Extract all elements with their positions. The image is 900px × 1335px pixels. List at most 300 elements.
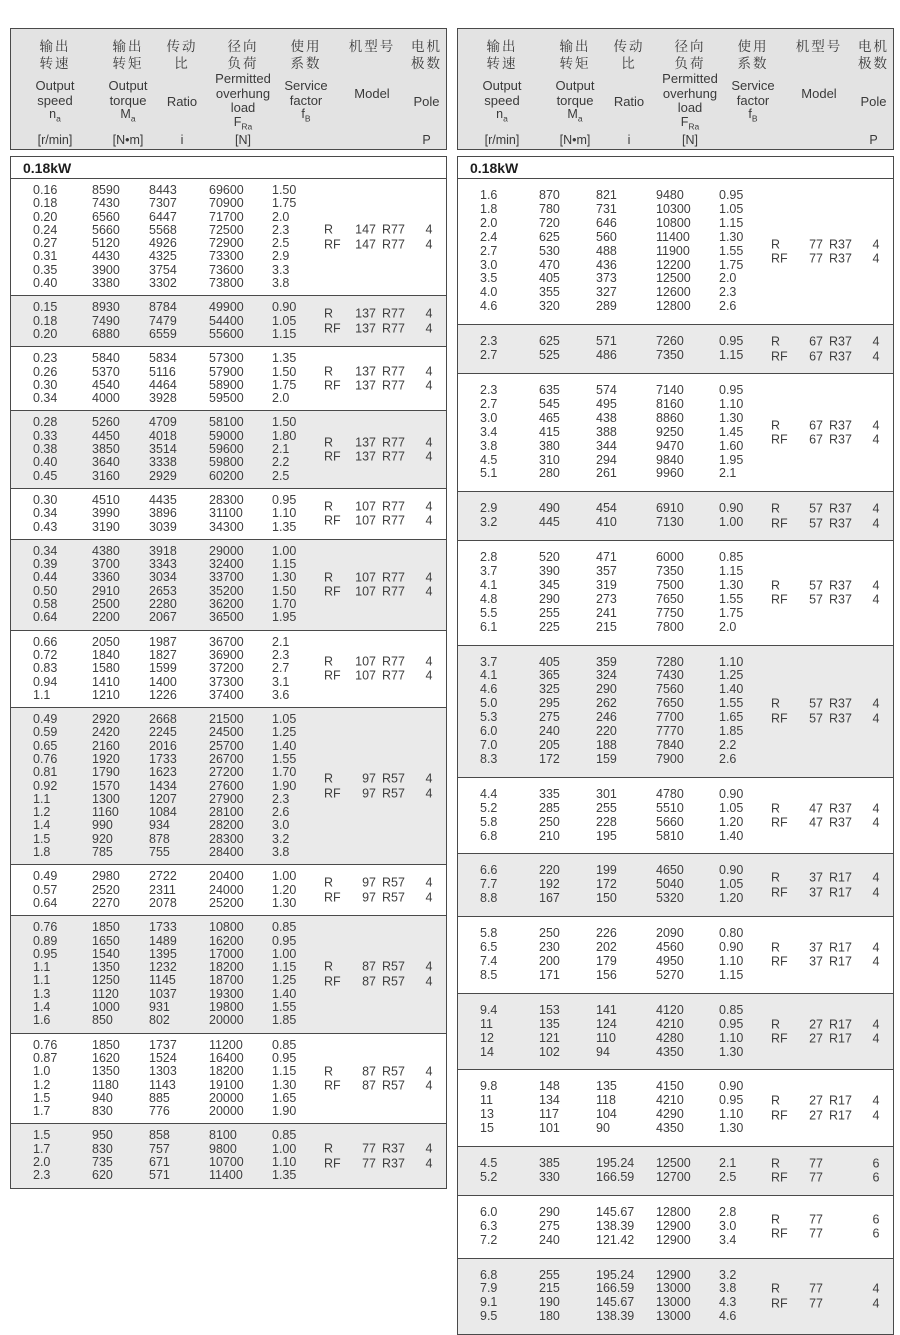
table-row [458, 1310, 893, 1324]
cell-ratio: 195.24 [596, 1267, 635, 1282]
cell-ratio: 646 [596, 215, 617, 230]
cell-output-speed: 0.92 [33, 778, 58, 793]
cell-output-speed: 0.15 [33, 300, 58, 315]
cell-output-torque: 1350 [92, 1064, 120, 1079]
cell-output-speed: 2.0 [480, 215, 498, 230]
cell-output-speed: 3.4 [480, 424, 498, 439]
header-chinese-line: 输出 [486, 39, 518, 54]
pole-value: 4 [872, 885, 880, 900]
header-english-line: torque [109, 92, 147, 108]
model-block [771, 871, 893, 900]
cell-output-torque: 1410 [92, 674, 120, 689]
model-line [324, 960, 446, 975]
table-row [11, 988, 446, 1001]
cell-output-speed: 1.6 [33, 1013, 51, 1028]
model-line [771, 1156, 893, 1171]
header-chinese-line: 输出 [39, 39, 71, 54]
model-block [771, 940, 893, 969]
cell-overhung-load: 7430 [656, 668, 684, 683]
model-line [771, 516, 893, 531]
cell-service-factor: 2.0 [719, 619, 737, 634]
model-block [771, 418, 893, 447]
cell-service-factor: 1.35 [272, 351, 297, 366]
cell-output-speed: 0.18 [33, 196, 58, 211]
spec-group [11, 707, 446, 864]
cell-overhung-load: 7350 [656, 348, 684, 363]
cell-output-speed: 0.76 [33, 751, 58, 766]
cell-ratio: 495 [596, 396, 617, 411]
header-chinese-line: 电机 [858, 39, 889, 54]
cell-output-torque: 1620 [92, 1050, 120, 1065]
cell-output-speed: 0.34 [33, 543, 58, 558]
model-number: 137 [355, 435, 376, 450]
cell-output-speed: 6.6 [480, 863, 498, 878]
cell-service-factor: 2.7 [272, 661, 290, 676]
cell-overhung-load: 16400 [209, 1050, 244, 1065]
model-block [771, 1282, 893, 1311]
header-english-line: load [230, 100, 256, 115]
cell-output-torque: 1840 [92, 647, 120, 662]
header-english-line: Permitted [215, 71, 271, 86]
spec-group [11, 1123, 446, 1187]
cell-output-torque: 345 [539, 577, 560, 592]
pole-value: 4 [872, 349, 880, 364]
table-row [11, 277, 446, 290]
model-line [771, 1282, 893, 1297]
cell-ratio: 671 [149, 1155, 170, 1169]
header-chinese-line: 转矩 [112, 56, 144, 71]
model-number: 27 [809, 1093, 823, 1108]
cell-output-torque: 620 [92, 1168, 113, 1183]
model-number: 97 [362, 875, 376, 890]
header-cell-3 [654, 38, 726, 147]
spec-group [458, 993, 893, 1070]
cell-service-factor: 1.15 [272, 960, 297, 975]
model-line [771, 1296, 893, 1311]
model-block [324, 772, 446, 801]
cell-overhung-load: 9250 [656, 424, 684, 439]
cell-overhung-load: 28100 [209, 805, 244, 820]
cell-output-torque: 850 [92, 1013, 113, 1028]
cell-output-speed: 9.1 [480, 1295, 498, 1310]
pole-value: 4 [872, 801, 880, 816]
model-number: 147 [355, 222, 376, 237]
cell-ratio: 1827 [149, 647, 177, 662]
table-row [11, 1039, 446, 1052]
pole-value: 4 [425, 875, 433, 890]
cell-service-factor: 0.85 [272, 1037, 297, 1052]
model-line [771, 349, 893, 364]
cell-ratio: 1489 [149, 933, 177, 948]
cell-service-factor: 1.15 [719, 564, 744, 579]
model-block [324, 960, 446, 989]
header-cell-6 [411, 38, 442, 147]
model-suffix: R57 [382, 1078, 405, 1093]
cell-output-torque: 445 [539, 515, 560, 530]
model-suffix: R37 [829, 815, 852, 830]
cell-service-factor: 1.90 [272, 1104, 297, 1119]
header-chinese [40, 38, 71, 72]
header-chinese [228, 38, 259, 72]
pole-value: 4 [425, 570, 433, 585]
model-suffix: R37 [829, 592, 852, 607]
cell-output-torque: 3900 [92, 262, 120, 277]
cell-service-factor: 3.2 [272, 831, 290, 846]
cell-ratio: 436 [596, 257, 617, 272]
cell-output-torque: 635 [539, 382, 560, 397]
cell-output-torque: 1540 [92, 946, 120, 961]
cell-service-factor: 1.20 [272, 882, 297, 897]
cell-output-torque: 4430 [92, 249, 120, 264]
spec-table-right [457, 28, 894, 1335]
cell-ratio: 344 [596, 438, 617, 453]
model-prefix: R [324, 875, 334, 890]
spec-group [11, 539, 446, 630]
header-english-line: factor [289, 92, 323, 108]
cell-service-factor: 1.15 [272, 1064, 297, 1079]
model-line [771, 335, 893, 350]
cell-service-factor: 1.30 [719, 577, 744, 592]
cell-output-speed: 0.40 [33, 276, 58, 291]
cell-ratio: 1524 [149, 1050, 177, 1065]
spec-group [458, 777, 893, 854]
cell-output-speed: 6.1 [480, 619, 498, 634]
pole-value: 6 [872, 1170, 880, 1185]
model-line [324, 1064, 446, 1079]
cell-output-speed: 0.35 [33, 262, 58, 277]
cell-ratio: 357 [596, 564, 617, 579]
model-line [771, 418, 893, 433]
cell-output-speed: 14 [480, 1044, 494, 1059]
cell-output-speed: 0.39 [33, 557, 58, 572]
cell-output-speed: 9.8 [480, 1079, 498, 1094]
model-line [324, 1079, 446, 1094]
cell-output-speed: 6.0 [480, 1204, 498, 1219]
cell-ratio: 574 [596, 382, 617, 397]
model-number: 107 [355, 499, 376, 514]
header-cell-1 [99, 38, 157, 147]
cell-overhung-load: 73600 [209, 262, 244, 277]
cell-overhung-load: 19100 [209, 1077, 244, 1092]
table-row [458, 1080, 893, 1094]
cell-ratio: 2078 [149, 895, 177, 910]
cell-ratio: 118 [596, 1093, 616, 1108]
cell-service-factor: 0.95 [272, 492, 297, 507]
table-row [458, 203, 893, 217]
pole-value: 6 [872, 1156, 880, 1171]
cell-overhung-load: 27600 [209, 778, 244, 793]
cell-overhung-load: 60200 [209, 468, 244, 483]
model-suffix: R17 [829, 870, 852, 885]
cell-ratio: 4464 [149, 377, 177, 392]
cell-ratio: 1037 [149, 986, 177, 1001]
header-chinese [113, 38, 144, 72]
model-number: 107 [355, 668, 376, 683]
cell-ratio: 195.24 [596, 1156, 635, 1171]
header-chinese-line: 使用 [737, 39, 769, 54]
model-line [324, 499, 446, 514]
model-line [771, 593, 893, 608]
cell-service-factor: 2.3 [272, 647, 290, 662]
model-suffix [823, 1156, 859, 1171]
cell-overhung-load: 10800 [656, 215, 691, 230]
cell-output-speed: 2.7 [480, 243, 498, 258]
cell-overhung-load: 4150 [656, 1079, 684, 1094]
cell-output-speed: 0.59 [33, 725, 58, 740]
pole-value: 4 [425, 974, 433, 989]
cell-overhung-load: 58900 [209, 377, 244, 392]
cell-service-factor: 1.65 [272, 1090, 297, 1105]
cell-output-torque: 275 [539, 1218, 560, 1233]
cell-service-factor: 4.3 [719, 1295, 737, 1310]
cell-output-speed: 9.4 [480, 1002, 498, 1017]
cell-output-speed: 1.5 [33, 1128, 51, 1143]
cell-overhung-load: 4950 [656, 953, 684, 968]
model-prefix: R [771, 1017, 781, 1032]
model-block [771, 578, 893, 607]
model-number: 77 [809, 1226, 823, 1241]
cell-ratio: 179 [596, 953, 617, 968]
cell-output-torque: 950 [92, 1128, 113, 1143]
model-number: 77 [809, 1170, 823, 1185]
cell-output-torque: 785 [92, 845, 113, 860]
model-block [324, 570, 446, 599]
cell-service-factor: 1.30 [272, 895, 297, 910]
header-english-line: Service [731, 78, 775, 94]
model-line [771, 801, 893, 816]
table-row [11, 713, 446, 726]
header-chinese-line: 传动 [613, 39, 645, 54]
cell-output-speed: 12 [480, 1030, 494, 1045]
model-block [324, 499, 446, 528]
cell-ratio: 4709 [149, 415, 177, 430]
cell-output-torque: 330 [539, 1169, 560, 1184]
cell-output-speed: 1.1 [33, 791, 51, 806]
cell-ratio: 1232 [149, 960, 177, 975]
table-row [11, 726, 446, 739]
model-prefix: RF [324, 974, 341, 989]
cell-output-torque: 5260 [92, 415, 120, 430]
cell-output-speed: 0.49 [33, 712, 58, 727]
model-prefix: RF [771, 954, 788, 969]
header-english-line: speed [484, 92, 520, 108]
cell-ratio: 1623 [149, 765, 177, 780]
model-block [324, 364, 446, 393]
header-english-line: factor [736, 92, 770, 108]
model-prefix: RF [771, 711, 788, 726]
cell-overhung-load: 11900 [656, 243, 690, 258]
model-suffix: R77 [382, 499, 405, 514]
cell-ratio: 1599 [149, 661, 177, 676]
cell-service-factor: 0.95 [719, 382, 744, 397]
table-header [457, 28, 894, 150]
cell-overhung-load: 58100 [209, 415, 244, 430]
cell-overhung-load: 5270 [656, 967, 684, 982]
model-line [324, 974, 446, 989]
cell-service-factor: 0.85 [272, 1128, 297, 1143]
header-english-line: speed [37, 92, 73, 108]
cell-service-factor: 1.25 [272, 973, 297, 988]
cell-output-torque: 6560 [92, 209, 120, 224]
cell-overhung-load: 20400 [209, 869, 244, 884]
cell-ratio: 359 [596, 654, 617, 669]
model-prefix: R [324, 1141, 334, 1156]
pole-value: 4 [425, 306, 433, 321]
header-english [284, 79, 327, 126]
header-chinese-line: 径向 [674, 39, 706, 54]
cell-output-speed: 3.5 [480, 271, 498, 286]
cell-ratio: 7479 [149, 313, 177, 328]
cell-output-torque: 4380 [92, 543, 120, 558]
cell-service-factor: 1.35 [272, 519, 297, 534]
cell-output-torque: 2500 [92, 597, 120, 612]
cell-service-factor: 1.15 [719, 348, 744, 363]
table-row [458, 1122, 893, 1136]
cell-ratio: 1737 [149, 1037, 177, 1052]
model-suffix: R17 [829, 1017, 852, 1032]
cell-output-speed: 3.0 [480, 410, 498, 425]
cell-output-torque: 5840 [92, 351, 120, 366]
pole-value: 4 [425, 499, 433, 514]
cell-overhung-load: 20000 [209, 1104, 244, 1119]
pole-value: 4 [872, 592, 880, 607]
cell-ratio: 1303 [149, 1064, 177, 1079]
symbol-base: f [748, 107, 752, 122]
cell-ratio: 1400 [149, 674, 177, 689]
cell-overhung-load: 31100 [209, 506, 243, 521]
model-block [771, 502, 893, 531]
model-block [771, 801, 893, 830]
cell-overhung-load: 2090 [656, 926, 684, 941]
cell-ratio: 1733 [149, 920, 177, 935]
cell-service-factor: 1.70 [272, 765, 297, 780]
cell-service-factor: 1.05 [719, 877, 744, 892]
cell-service-factor: 3.2 [719, 1267, 737, 1282]
cell-ratio: 324 [596, 668, 617, 683]
table-row [458, 551, 893, 565]
cell-service-factor: 1.15 [272, 326, 297, 341]
cell-output-torque: 4540 [92, 377, 120, 392]
cell-overhung-load: 18200 [209, 960, 244, 975]
model-number: 77 [809, 1212, 823, 1227]
cell-output-speed: 0.65 [33, 738, 58, 753]
model-suffix: R37 [829, 801, 852, 816]
table-row [458, 656, 893, 670]
cell-output-speed: 0.26 [33, 364, 58, 379]
pole-value: 4 [872, 1017, 880, 1032]
cell-output-torque: 3160 [92, 468, 120, 483]
cell-ratio: 931 [149, 1000, 170, 1015]
cell-overhung-load: 19300 [209, 986, 244, 1001]
cell-output-speed: 0.31 [33, 249, 58, 264]
symbol-base: n [496, 107, 504, 122]
header-chinese-line: 比 [174, 56, 190, 71]
cell-overhung-load: 26700 [209, 751, 244, 766]
model-suffix: R17 [829, 885, 852, 900]
cell-service-factor: 2.0 [719, 271, 737, 286]
table-row [11, 636, 446, 649]
cell-service-factor: 4.6 [719, 1309, 737, 1324]
cell-output-torque: 220 [539, 863, 560, 878]
pole-value: 4 [425, 1156, 433, 1170]
cell-service-factor: 1.50 [272, 183, 297, 197]
cell-ratio: 8443 [149, 183, 177, 197]
cell-overhung-load: 8100 [209, 1128, 237, 1143]
cell-service-factor: 0.95 [719, 1016, 744, 1031]
model-number: 37 [809, 885, 823, 900]
cell-service-factor: 2.2 [272, 455, 290, 470]
model-line [771, 433, 893, 448]
model-suffix: R17 [829, 1031, 852, 1046]
pole-value: 4 [872, 711, 880, 726]
cell-ratio: 410 [596, 515, 617, 530]
cell-service-factor: 1.00 [272, 543, 297, 558]
cell-output-torque: 1250 [92, 973, 120, 988]
pole-value: 4 [872, 501, 880, 516]
cell-ratio: 4926 [149, 236, 177, 251]
cell-service-factor: 2.8 [719, 1204, 737, 1219]
header-english-line: Pole [860, 94, 887, 110]
cell-output-speed: 0.34 [33, 506, 58, 521]
header-chinese-line: 极数 [858, 56, 889, 71]
cell-output-torque: 1570 [92, 778, 120, 793]
model-prefix: RF [771, 432, 788, 447]
pole-value: 4 [425, 435, 433, 450]
cell-overhung-load: 7650 [656, 591, 684, 606]
model-line [771, 1212, 893, 1227]
header-english-line: overhung [662, 85, 718, 101]
cell-ratio: 150 [596, 891, 617, 906]
cell-ratio: 3338 [149, 455, 177, 470]
cell-output-torque: 390 [539, 564, 560, 579]
model-suffix: R37 [829, 432, 852, 447]
header-english [108, 79, 147, 126]
table-row [458, 1046, 893, 1060]
cell-overhung-load: 4290 [656, 1107, 684, 1122]
header-english-line: Output [482, 78, 522, 94]
model-number: 57 [809, 501, 823, 516]
pole-value: 4 [425, 237, 433, 252]
cell-service-factor: 2.9 [272, 249, 290, 264]
cell-service-factor: 1.50 [272, 415, 297, 430]
cell-ratio: 289 [596, 299, 617, 314]
cell-service-factor: 0.95 [272, 933, 297, 948]
cell-service-factor: 1.00 [272, 946, 297, 961]
cell-overhung-load: 8860 [656, 410, 684, 425]
model-prefix: R [324, 364, 334, 379]
cell-output-torque: 8590 [92, 183, 120, 197]
model-line [324, 654, 446, 669]
pole-value: 4 [425, 654, 433, 669]
cell-overhung-load: 4120 [656, 1002, 684, 1017]
header-chinese [858, 38, 889, 72]
cell-ratio: 3302 [149, 276, 177, 291]
model-number: 87 [362, 1064, 376, 1079]
cell-service-factor: 2.5 [719, 1169, 737, 1184]
cell-ratio: 2245 [149, 725, 177, 740]
cell-overhung-load: 57300 [209, 351, 244, 366]
pole-value: 4 [872, 578, 880, 593]
table-row [11, 921, 446, 934]
cell-output-torque: 240 [539, 1232, 560, 1247]
model-block [771, 335, 893, 364]
header-english [801, 87, 836, 102]
model-line [324, 514, 446, 529]
header-cell-4 [726, 38, 780, 147]
cell-output-speed: 0.28 [33, 415, 58, 430]
cell-overhung-load: 37200 [209, 661, 244, 676]
cell-output-speed: 6.8 [480, 1267, 498, 1282]
